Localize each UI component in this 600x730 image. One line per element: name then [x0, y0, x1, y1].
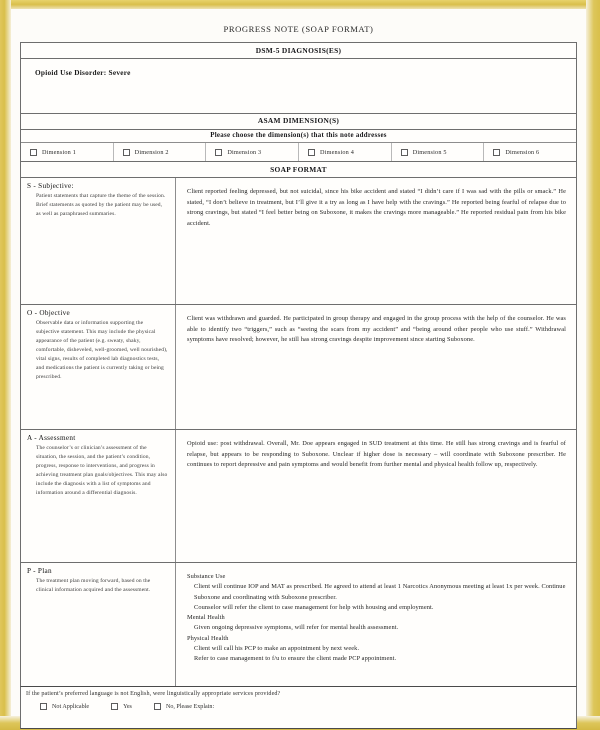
document-paper: [11, 9, 586, 716]
subjective-description: Patient statements that capture the theme of the session. Brief statements as quoted by the patient may be used, as well as paraphrased summaries.: [36, 193, 166, 218]
asam-dimension-row: [21, 143, 576, 162]
soap-section-plan: [21, 563, 576, 686]
asam-dimension-label: Dimension 2: [134, 148, 169, 156]
language-option-not-applicable[interactable]: [40, 703, 89, 710]
plan-label-column: [21, 563, 176, 686]
checkbox-icon[interactable]: [154, 703, 161, 710]
checkbox-icon[interactable]: [215, 149, 222, 156]
plan-content-column[interactable]: [176, 563, 576, 686]
objective-content: Client was withdrawn and guarded. He participated in group therapy and engaged in the group process with the help of the counselor. He was able to identify two “triggers,” such as “seeing the scars from my accident” and “being around other people who use stuff.” Withdrawal symptoms have resolved; however, he still has strong cravings despite improvement since starting Suboxone.: [187, 315, 566, 344]
asam-dimension-label: Dimension 6: [505, 148, 540, 156]
checkbox-icon[interactable]: [493, 149, 500, 156]
assessment-label-column: [21, 430, 176, 562]
asam-dimension-option-6[interactable]: [484, 143, 576, 161]
soap-section-subjective: [21, 178, 576, 305]
plan-group-label: Physical Health: [187, 634, 229, 642]
language-option-yes[interactable]: [111, 703, 132, 710]
checkbox-icon[interactable]: [123, 149, 130, 156]
assessment-content: Opioid use: post withdrawal. Overall, Mr. Doe appears engaged in SUD treatment at this time. He still has strong cravings and is fearful of relapse, but appears to be responding to Suboxone. Unclear if higher dose is necessary – will coordinate with Suboxone prescriber. He continues to report depressive and pain symptoms and would benefit from further mental and physical health follow up, respectively.: [187, 440, 566, 469]
asam-dimension-label: Dimension 3: [227, 148, 262, 156]
page-title: PROGRESS NOTE (SOAP FORMAT): [223, 24, 374, 34]
language-option-no[interactable]: [154, 703, 214, 710]
objective-label-column: [21, 305, 176, 429]
checkbox-icon[interactable]: [40, 703, 47, 710]
soap-section-objective: [21, 305, 576, 430]
objective-content-column[interactable]: [176, 305, 576, 429]
document-content: [20, 15, 577, 710]
checkbox-icon[interactable]: [308, 149, 315, 156]
plan-group-label: Mental Health: [187, 614, 225, 622]
dsm5-diagnosis-header: DSM-5 DIAGNOSIS(ES): [21, 43, 576, 59]
plan-group-item: Refer to case management to f/u to ensure the client made PCP appointment.: [194, 655, 397, 663]
asam-dimension-label: Dimension 1: [42, 148, 76, 156]
plan-group-item: Client will continue IOP and MAT as prescribed. He agreed to attend at least 1 Narcotics Anonymous meeting at least 1x per week. Continue Suboxone and coordinating with Suboxone prescriber.: [194, 583, 566, 601]
checkbox-icon[interactable]: [111, 703, 118, 710]
objective-heading: O - Objective: [27, 309, 71, 318]
asam-dimension-option-4[interactable]: [299, 143, 392, 161]
asam-dimension-option-5[interactable]: [392, 143, 485, 161]
plan-group-item: Client will call his PCP to make an appointment by next week.: [194, 644, 360, 652]
plan-group-item: Given ongoing depressive symptoms, will refer for mental health assessment.: [194, 624, 399, 632]
subjective-content-column[interactable]: [176, 178, 576, 304]
plan-heading: P - Plan: [27, 567, 52, 576]
gold-frame-left: [0, 0, 11, 730]
plan-group-item: Counselor will refer the client to case management for help with housing and employment.: [194, 603, 434, 611]
language-option-label: No, Please Explain:: [165, 703, 215, 710]
gold-frame-right: [586, 0, 600, 730]
progress-note-sheet: [20, 42, 577, 687]
language-access-block: [20, 687, 577, 729]
checkbox-icon[interactable]: [30, 149, 37, 156]
subjective-content: Client reported feeling depressed, but not suicidal, since his bike accident and stated “I didn’t care if I was sad with the pills or smack.” He stated, “I don’t believe in treatment, but I’ll give it a try as long as I have help with the cravings.” He reported being fearful of relapse due to strong cravings, but stated “I feel better being on Suboxone, it makes the cravings more manageable.” He reported residual pain from his bike accident.: [187, 188, 566, 228]
soap-format-header: SOAP FORMAT: [21, 162, 576, 178]
asam-dimension-label: Dimension 5: [412, 148, 447, 156]
subjective-label-column: [21, 178, 176, 304]
dsm5-diagnosis-body: [21, 59, 576, 114]
asam-dimension-label: Dimension 4: [320, 148, 355, 156]
assessment-description: The counselor’s or clinician’s assessment of the situation, the session, and the patient’s condition, progress, response to interventions, and progress in achieving treatment plan goals/objectives. This may also include the diagnosis with a list of symptoms and information around a differential diagnosis.: [36, 445, 168, 496]
objective-description: Observable data or information supporting the subjective statement. This may include the physical appearance of the patient (e.g. sweaty, shaky, comfortable, disheveled, well-groomed, well nourished), vital signs, results of completed lab diagnostics tests, and medications the patient is currently taking or being prescribed.: [36, 320, 168, 380]
checkbox-icon[interactable]: [401, 149, 408, 156]
soap-section-assessment: [21, 430, 576, 563]
language-options-row: [21, 697, 576, 716]
assessment-content-column[interactable]: [176, 430, 576, 562]
asam-dimension-option-3[interactable]: [206, 143, 299, 161]
dsm5-diagnosis-value: Opioid Use Disorder: Severe: [35, 67, 131, 77]
asam-instruction: Please choose the dimension(s) that this note addresses: [21, 130, 576, 144]
language-question: If the patient’s preferred language is not English, were linguistically appropriate services provided?: [26, 691, 281, 698]
language-option-label: Yes: [123, 703, 132, 710]
subjective-heading: S - Subjective:: [27, 182, 74, 191]
asam-dimension-option-1[interactable]: [21, 143, 114, 161]
plan-group-label: Substance Use: [187, 573, 226, 581]
asam-dimension-header: ASAM DIMENSION(S): [21, 114, 576, 130]
language-option-label: Not Applicable: [52, 703, 90, 710]
plan-description: The treatment plan moving forward, based on the clinical information acquired and the assessment.: [36, 578, 151, 594]
assessment-heading: A - Assessment: [27, 434, 76, 443]
language-explain-row[interactable]: [21, 716, 576, 728]
asam-dimension-option-2[interactable]: [114, 143, 207, 161]
